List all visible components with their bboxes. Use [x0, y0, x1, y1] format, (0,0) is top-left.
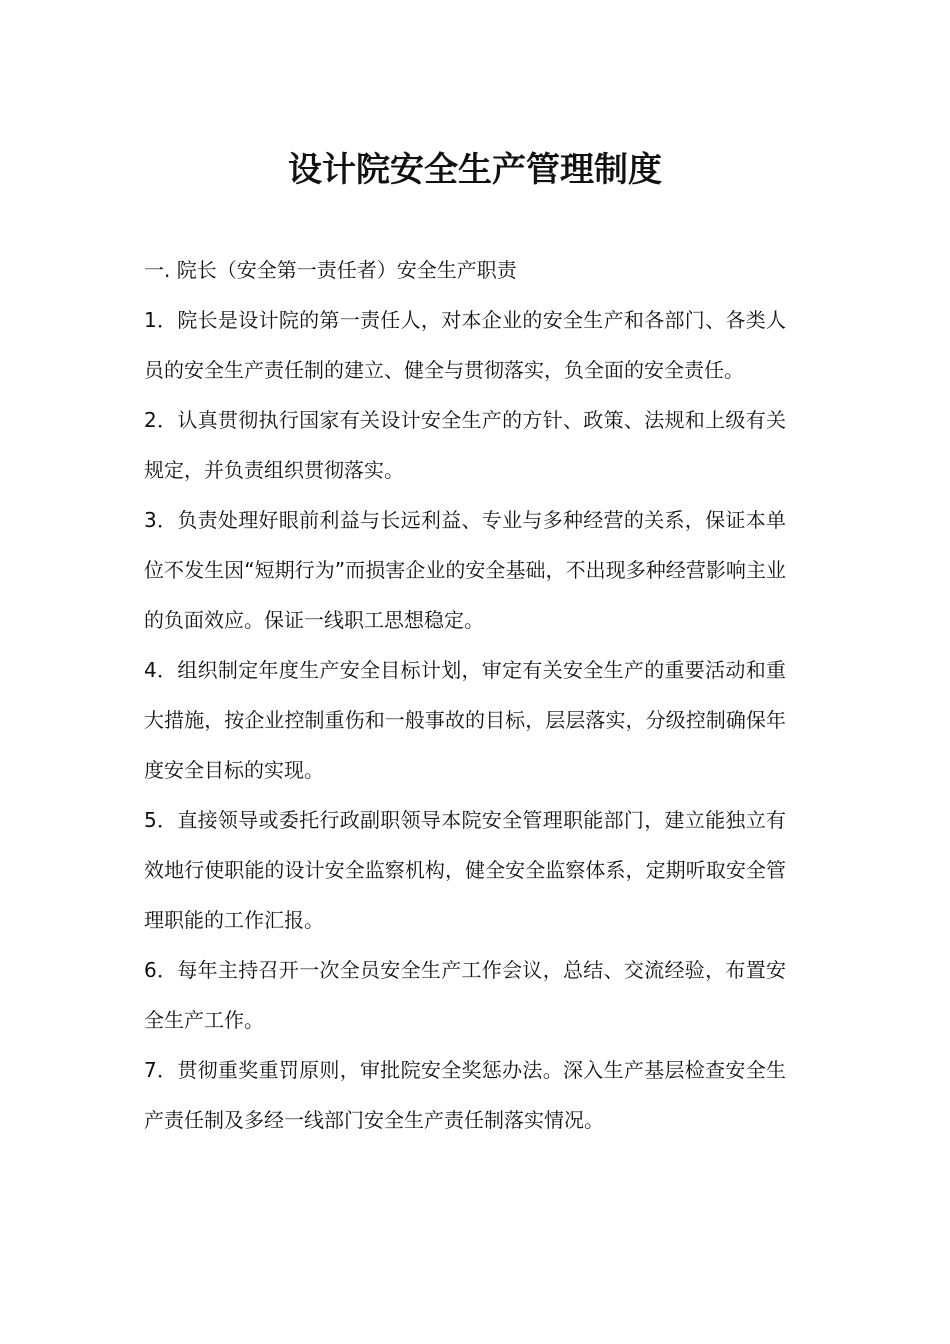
paragraph-item-6: 6．每年主持召开一次全员安全生产工作会议，总结、交流经验，布置安全生产工作。: [144, 958, 786, 1032]
paragraph-item-1: 1．院长是设计院的第一责任人，对本企业的安全生产和各部门、各类人员的安全生产责任制的建立、健全与贯彻落实，负全面的安全责任。: [144, 308, 786, 382]
paragraph-item-2: 2．认真贯彻执行国家有关设计安全生产的方针、政策、法规和上级有关规定，并负责组织贯彻落实。: [144, 408, 786, 482]
paragraph-item-7: 7．贯彻重奖重罚原则，审批院安全奖惩办法。深入生产基层检查安全生产责任制及多经一线部门安全生产责任制落实情况。: [144, 1058, 786, 1132]
document-body: [144, 245, 786, 1145]
paragraph-item-5: 5．直接领导或委托行政副职领导本院安全管理职能部门，建立能独立有效地行使职能的设计安全监察机构，健全安全监察体系，定期听取安全管理职能的工作汇报。: [144, 808, 786, 932]
paragraph-item-4: 4．组织制定年度生产安全目标计划，审定有关安全生产的重要活动和重大措施，按企业控制重伤和一般事故的目标，层层落实，分级控制确保年度安全目标的实现。: [144, 658, 786, 782]
paragraph-item-3: 3．负责处理好眼前利益与长远利益、专业与多种经营的关系，保证本单位不发生因“短期行为”而损害企业的安全基础，不出现多种经营影响主业的负面效应。保证一线职工思想稳定。: [144, 508, 786, 632]
section-heading: 一. 院长（安全第一责任者）安全生产职责: [144, 258, 517, 282]
document-title: 设计院安全生产管理制度: [288, 150, 662, 190]
